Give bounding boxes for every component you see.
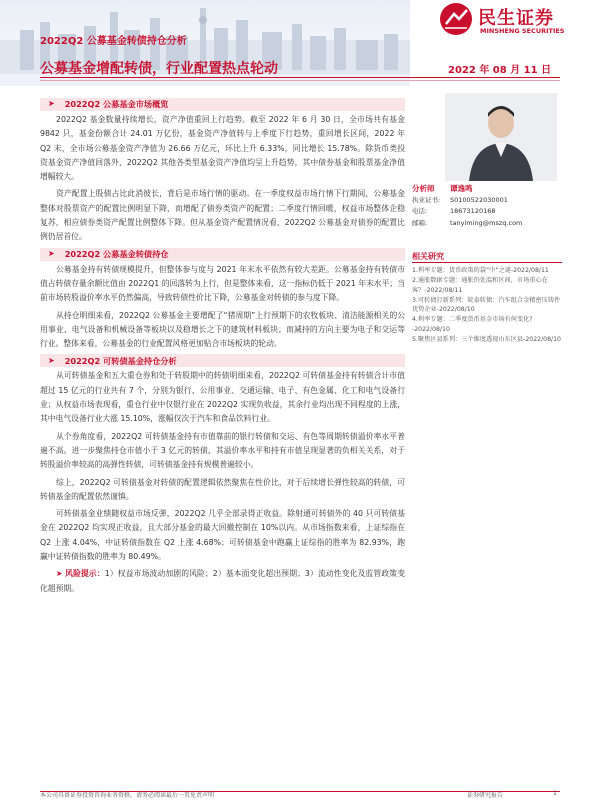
- related-research-item[interactable]: 4.利率专题：二季度货币基金市场有何变化?-2022/08/10: [412, 316, 533, 334]
- analyst-phone-row: 电话: 18673120168: [412, 207, 496, 215]
- paragraph: 2022Q2 基金数量持续增长，资产净值重回上行趋势。截至 2022 年 6 月 30 日，全市场共有基金 9842 只，基金份额合计 24.01 万亿份，基金资产净值转与上季度下行趋势，重回增长区间，2022 年 Q2 末，全市场公募基金资产净值为 26.66 万亿元，环比上升 6.33%，同比增长 15.78%。除货币类投资基金资产净值回落外，2022Q2 其他各类型基金资产净值均呈上升趋势，其中债券基金和股票基金净值增幅较大。: [40, 115, 405, 182]
- report-topic: 2022Q2 公募基金转债持仓分析: [40, 36, 187, 47]
- related-research-title: 相关研究: [412, 252, 444, 261]
- related-research-item[interactable]: 2.通胀数据专题：通胀仍处温和区间，市场重心在客？-2022/08/11: [412, 277, 548, 294]
- arrow-icon: ➤: [48, 99, 55, 109]
- section-heading-overview: ➤ 2022Q2 公募基金市场概览: [40, 98, 405, 111]
- report-header: [0, 0, 600, 92]
- analyst-name-row: 分析师 谭逸鸣: [412, 184, 473, 193]
- related-research-item[interactable]: 1.利率专题：货币政策的袋“中”之谜-2022/08/11: [412, 267, 549, 274]
- analyst-email-row: 邮箱: tanyiming@mszq.com: [412, 218, 562, 230]
- report-summary: [40, 96, 405, 599]
- header-divider-thin: [40, 80, 560, 81]
- section-heading-cb-funds: ➤ 2022Q2 可转债基金持仓分析: [40, 354, 405, 367]
- arrow-icon: ➤: [48, 249, 55, 259]
- arrow-icon: ➤: [48, 355, 55, 365]
- analyst-name: 谭逸鸣: [450, 184, 473, 193]
- paragraph: 可转债基金业绩随权益市场反弹，2022Q2 几乎全部录得正收益。除射通可转债外的 40 只可转债基金在 2022Q2 均实现正收益，且大部分基金的最大回撤控制在 10%以内。从市场指数来看，上证综指在 Q2 上涨 4.04%，中证转债指数在 Q2 上涨 4.68%；可转债基金中跑赢上证综指的胜率为 82.93%，跑赢中证转债指数的胜率为 80.49%。: [40, 509, 405, 562]
- report-title: 公募基金增配转债，行业配置热点轮动: [40, 61, 278, 77]
- related-research-divider: [412, 262, 562, 263]
- analyst-cert-row: 执业证书: S0100522030001: [412, 195, 508, 204]
- report-date: 2022 年 08 月 11 日: [448, 65, 552, 76]
- paragraph: 资产配置上股债占比此消彼长，背后是市场行情的驱动。在一季度权益市场行情下行期间，公募基金整体对股票资产的配置比例明显下降，而增配了债券类资产的配置；二季度行情回暖，权益市场整体企稳复苏，相应债券类资产配置比例整体下降。但从基金资产配置情况看，2022Q2 公募基金对债券的配置比例仍居首位。: [40, 189, 405, 242]
- logo-text-en: MINSHENG SECURITIES: [480, 27, 565, 35]
- risk-warning: ➤ 风险提示：1）权益市场波动加剧的风险；2）基本面变化超出预期；3）流动性变化及监管政策变化超预期。: [40, 569, 405, 593]
- footer-disclaimer: 本公司具备证券投资咨询业务资格，请务必阅读最后一页免责声明: [40, 792, 215, 799]
- section-heading-holdings: ➤ 2022Q2 公募基金转债持仓: [40, 248, 405, 261]
- analyst-info: [412, 183, 562, 229]
- paragraph: 从持仓明细来看，2022Q2 公募基金主要增配了“猪周期”上行预期下的农牧板块、清洁能源相关的公用事业、电气设备和机械设备等板块以及稳增长之下的建筑材料板块；而减持的方向主要为电子和交运等行业。整体来看，公募基金的行业配置风格更加贴合市场板块的轮动。: [40, 310, 405, 349]
- arrow-icon: ➤: [56, 569, 66, 579]
- paragraph: 从个券角度看，2022Q2 可转债基金持有市值靠前的银行转债和交运、有色等周期转债溢价率水平普遍不高。进一步聚焦持仓市值小于 3 亿元的转债，其溢价率水平和持有市值呈现显著的负相关关系，对于转股溢价率较高的高弹性转债，可转债基金持有规模普遍较小。: [40, 431, 405, 470]
- minsheng-logo-icon: [438, 2, 474, 36]
- paragraph: 综上，2022Q2 可转债基金对转债的配置逻辑依然聚焦在性价比，对于后续增长弹性较高的转债，可转债基金的配置依然谨慎。: [40, 477, 405, 501]
- related-research-item[interactable]: 5.聚焦区县系列：三个维度透视山东区县-2022/08/10: [412, 336, 561, 344]
- logo-text-cn: 民生证券: [478, 8, 554, 29]
- analyst-photo: [445, 93, 557, 181]
- analyst-email-link[interactable]: tanyiming@mszq.com: [450, 218, 523, 227]
- paragraph: 公募基金持有转债规模提升，但整体参与度与 2021 年末水平依然有较大差距。公募基金持有转债市值占转债存量余额比值由 2022Q1 的回落转为上行，但是整体来看，这一指标仍低于 2021 年末水平；当前市场转股溢价率水平仍然偏高，导致转债性价比下降，公募基金对转债的参与度下降。: [40, 264, 405, 303]
- paragraph: 从可转债基金和五大重仓券和处于转股期中的转债明细来看，2022Q2 可转债基金持有转债合计市值超过 15 亿元的行业共有 7 个，分别为银行、公用事业、交通运输、电子、有色金属、化工和电气设备行业；从权益市场表现看，重仓行业中仅银行业在 2022Q2 实现负收益，其余行业均出现不同程度的上涨，其中电气设备行业大涨 15.10%，涨幅仅次于汽车和食品饮料行业。: [40, 371, 405, 424]
- header-divider: [40, 77, 560, 78]
- related-research-item[interactable]: 3.可转债打新系列：皖泰转债：汽车组合金精密压铸件优势企业-2022/08/10: [412, 296, 561, 314]
- page-number: 1: [553, 790, 557, 797]
- footer-doc-type: 证券研究报告: [467, 792, 504, 799]
- related-research-list: [412, 266, 564, 345]
